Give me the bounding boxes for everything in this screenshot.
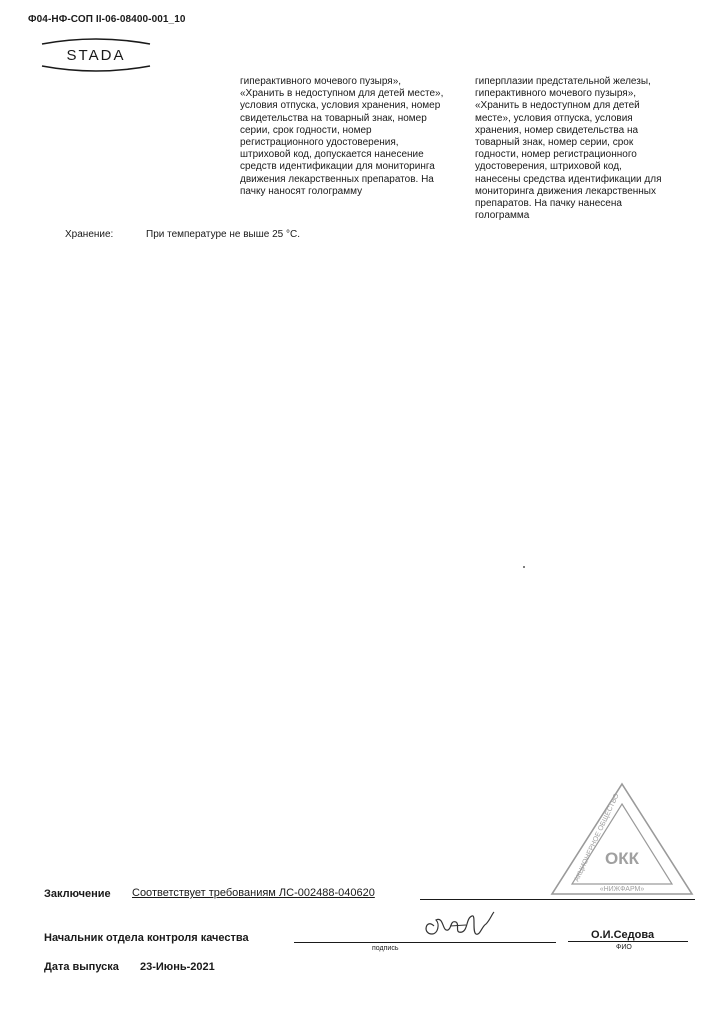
quality-control-stamp [548,778,696,900]
right-column-text: гиперплазии предстательной железы, гиперактивного мочевого пузыря», «Хранить в недоступном для детей месте», условия отпуска, условия хранения, номер свидетельства на товарный знак, номер серии, срок годности, номер регистрационного удостоверения, штриховой код, нанесены средства идентификации для мониторинга движения лекарственных препаратов. На пачку нанесена голограмма [475,76,662,222]
left-column-text: гиперактивного мочевого пузыря», «Хранить в недоступном для детей месте», условия отпуска, условия хранения, номер свидетельства на товарный знак, номер серии, срок годности, номер регистрационного удостоверения, штриховой код, допускается нанесение средств идентификации для мониторинга движения лекарственных препаратов. На пачку наносят голограмму [240,76,444,197]
signature-caption: подпись [372,945,399,952]
signer-name: О.И.Седова [591,929,655,941]
storage-value: При температуре не выше 25 °С. [146,229,301,240]
document-code: Ф04-НФ-СОП II-06-08400-001_10 [28,14,186,25]
stamp-ring-text: АКЦИОНЕРНОЕ ОБЩЕСТВО [573,792,621,883]
stamp-center-text: ОКК [605,849,639,868]
scan-speck [523,566,525,568]
conclusion-underline [420,899,695,900]
name-line [568,941,688,942]
svg-text:АКЦИОНЕРНОЕ ОБЩЕСТВО [573,792,620,883]
conclusion-value: Соответствует требованиям ЛС-002488-040620 [132,887,375,899]
conclusion-label: Заключение [44,888,111,900]
issue-date-value: 23-Июнь-2021 [140,961,215,973]
name-caption: ФИО [616,944,632,951]
chief-label: Начальник отдела контроля качества [44,932,249,944]
logo-text: STADA [66,47,126,64]
storage-label: Хранение: [65,229,114,240]
handwritten-signature [420,908,500,944]
stamp-bottom-text: «НИЖФАРМ» [599,886,645,893]
issue-date-label: Дата выпуска [44,961,119,973]
stada-logo [36,36,156,76]
